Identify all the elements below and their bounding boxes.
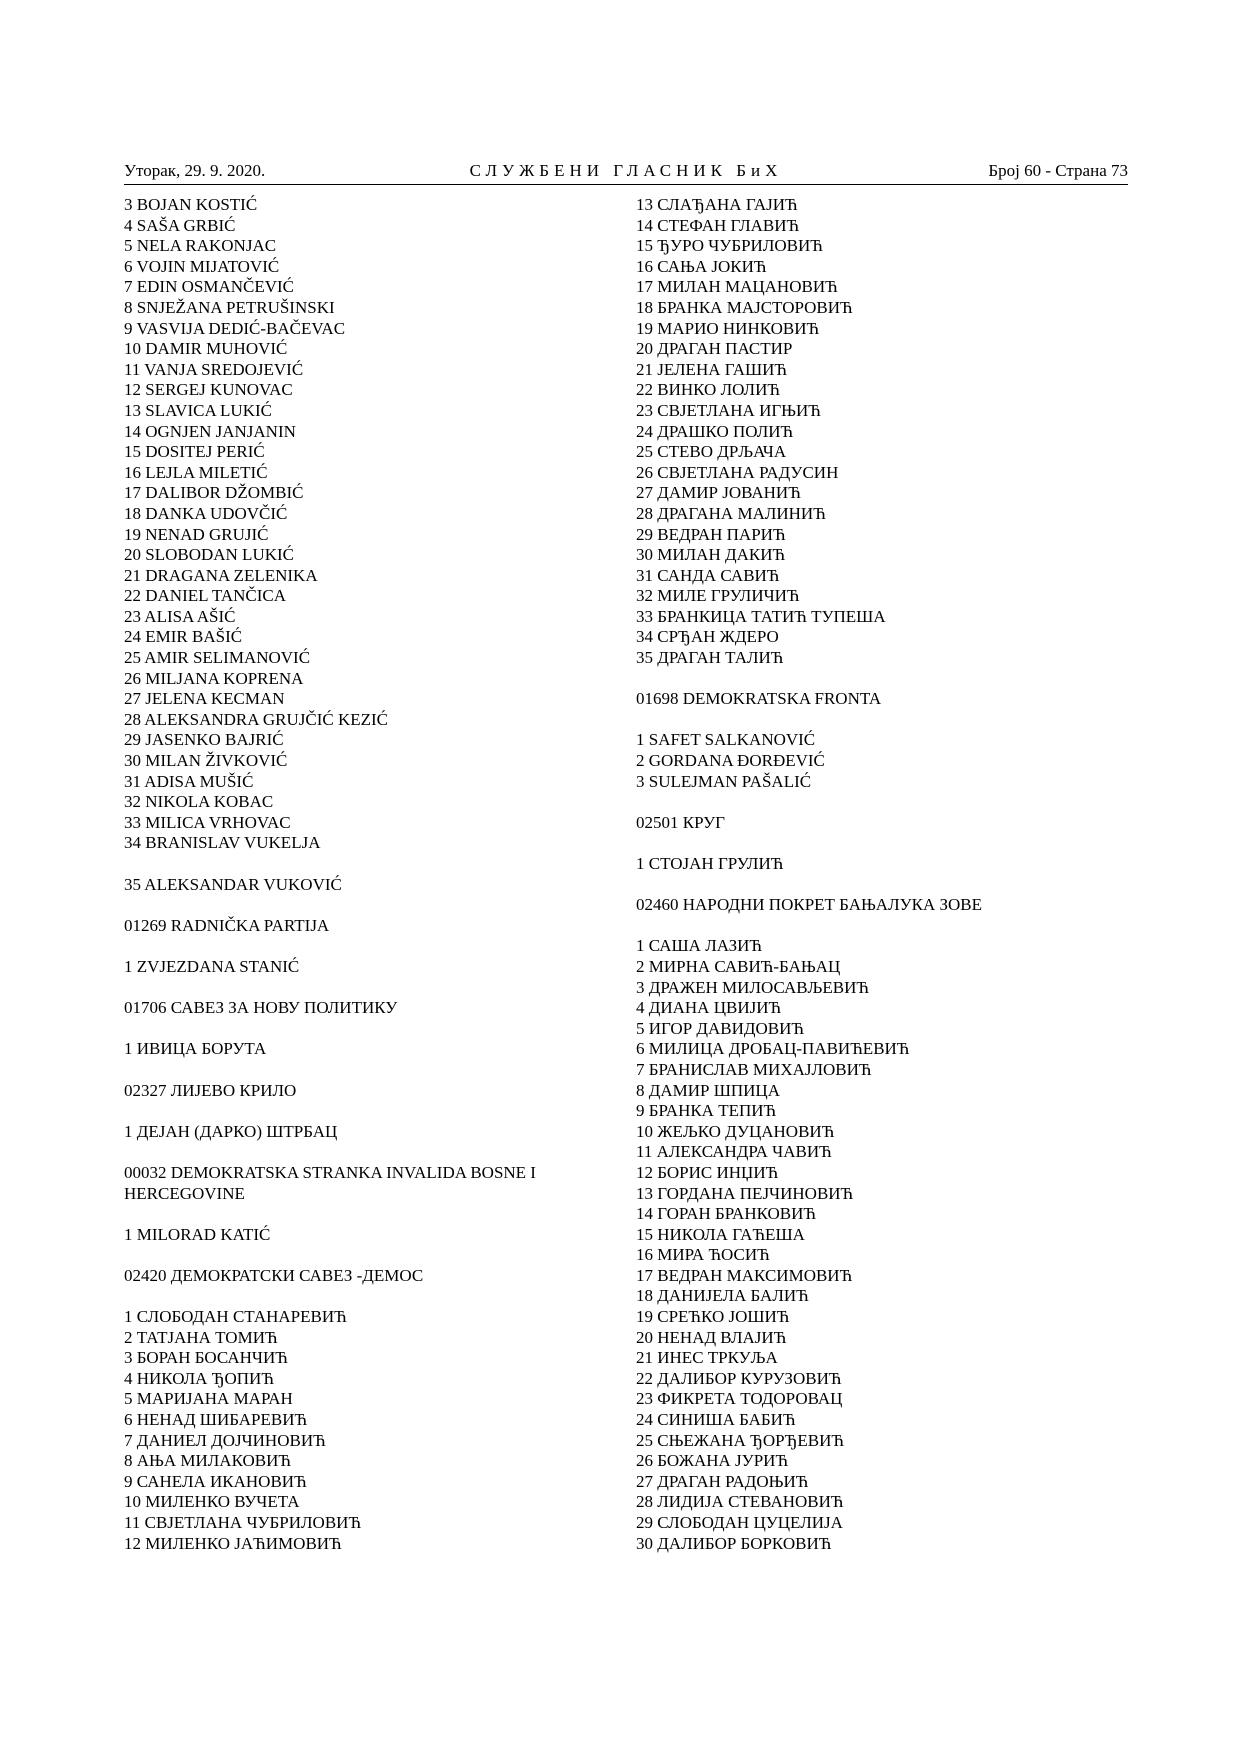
list-item: 9 БРАНКА ТЕПИЋ xyxy=(636,1101,777,1121)
blank-line xyxy=(124,1101,594,1122)
list-item: 6 МИЛИЦА ДРОБАЦ-ПАВИЋЕВИЋ xyxy=(636,1039,910,1059)
list-item: 33 БРАНКИЦА ТАТИЋ ТУПЕША xyxy=(636,606,886,626)
list-item: 29 ВЕДРАН ПАРИЋ xyxy=(636,524,786,544)
list-item: 3 BOJAN KOSTIĆ xyxy=(124,195,258,214)
list-item: 5 МАРИЈАНА МАРАН xyxy=(124,1389,293,1409)
list-item: 1 MILORAD KATIĆ xyxy=(124,1224,271,1244)
list-item: 01706 САВЕЗ ЗА НОВУ ПОЛИТИКУ xyxy=(124,998,398,1018)
list-item: 26 СВЈЕТЛАНА РАДУСИН xyxy=(636,462,839,482)
list-item: 4 SAŠA GRBIĆ xyxy=(124,215,236,235)
list-item: 11 VANJA SREDOJEVIĆ xyxy=(124,359,304,379)
list-item: 27 ДАМИР ЈОВАНИЋ xyxy=(636,483,801,503)
list-item: 29 СЛОБОДАН ЦУЦЕЛИЈА xyxy=(636,1513,843,1532)
blank-line xyxy=(636,875,1106,896)
list-item: 34 СРЂАН ЖДЕРО xyxy=(636,627,779,647)
list-item: 25 СТЕВО ДРЉАЧА xyxy=(636,442,787,462)
list-item: 28 ЛИДИЈА СТЕВАНОВИЋ xyxy=(636,1492,844,1512)
blank-line xyxy=(124,1204,594,1225)
blank-line xyxy=(636,792,1106,813)
list-item: 22 ДАЛИБОР КУРУЗОВИЋ xyxy=(636,1368,842,1388)
list-item: 00032 DEMOKRATSKA STRANKA INVALIDA BOSNE I xyxy=(124,1162,536,1182)
blank-line xyxy=(124,1245,594,1266)
list-item: 10 DAMIR MUHOVIĆ xyxy=(124,339,288,359)
list-item: 01698 DEMOKRATSKA FRONTA xyxy=(636,689,882,709)
list-item: 24 EMIR BAŠIĆ xyxy=(124,627,243,647)
list-item: 8 ДАМИР ШПИЦА xyxy=(636,1080,780,1100)
list-item: 2 GORDANA ĐORĐEVIĆ xyxy=(636,751,825,771)
list-item: 13 ГОРДАНА ПЕЈЧИНОВИЋ xyxy=(636,1183,854,1203)
list-item: 31 ADISA MUŠIĆ xyxy=(124,771,254,791)
list-item: 34 BRANISLAV VUKELJA xyxy=(124,833,321,853)
list-item: 7 БРАНИСЛАВ МИХАЈЛОВИЋ xyxy=(636,1059,872,1079)
list-item: 31 САНДА САВИЋ xyxy=(636,565,780,585)
list-item: 22 ВИНКО ЛОЛИЋ xyxy=(636,380,780,400)
list-item: 1 ДЕЈАН (ДАРКО) ШТРБАЦ xyxy=(124,1121,338,1141)
list-item: 35 ALEKSANDAR VUKOVIĆ xyxy=(124,874,342,894)
list-item: 14 OGNJEN JANJANIN xyxy=(124,421,296,441)
list-item: 8 SNJEŽANA PETRUŠINSKI xyxy=(124,297,335,317)
list-item: 24 СИНИША БАБИЋ xyxy=(636,1410,796,1430)
blank-line xyxy=(636,916,1106,937)
list-item: 23 ФИКРЕТА ТОДОРОВАЦ xyxy=(636,1389,843,1409)
list-item: 12 МИЛЕНКО ЈАЋИМОВИЋ xyxy=(124,1533,342,1553)
list-item: 4 ДИАНА ЦВИЈИЋ xyxy=(636,998,782,1018)
list-item: 28 ДРАГАНА МАЛИНИЋ xyxy=(636,503,826,523)
blank-line xyxy=(124,1142,594,1163)
blank-line xyxy=(124,1286,594,1307)
list-item: 30 ДАЛИБОР БОРКОВИЋ xyxy=(636,1533,832,1553)
list-item: 5 NELA RAKONJAC xyxy=(124,236,277,256)
list-item: 25 AMIR SELIMANOVIĆ xyxy=(124,648,311,668)
list-item: 14 СТЕФАН ГЛАВИЋ xyxy=(636,215,800,235)
list-item: 19 СРЕЋКО ЈОШИЋ xyxy=(636,1307,790,1327)
list-item: 1 САША ЛАЗИЋ xyxy=(636,936,762,956)
list-item: 1 СЛОБОДАН СТАНАРЕВИЋ xyxy=(124,1307,347,1327)
list-item: 10 ЖЕЉКО ДУЦАНОВИЋ xyxy=(636,1121,835,1141)
list-item: 4 НИКОЛА ЂОПИЋ xyxy=(124,1368,274,1388)
list-item: 2 ТАТЈАНА ТОМИЋ xyxy=(124,1327,278,1347)
right-column xyxy=(636,195,1106,1554)
list-item: 9 VASVIJA DEDIĆ-BAČEVAC xyxy=(124,318,346,338)
list-item: 22 DANIEL TANČICA xyxy=(124,586,287,606)
list-item: 27 JELENA KECMAN xyxy=(124,689,285,709)
list-item: 19 NENAD GRUJIĆ xyxy=(124,524,269,544)
list-item: 25 СЊЕЖАНА ЂОРЂЕВИЋ xyxy=(636,1430,845,1450)
header-page-number: Број 60 - Страна 73 xyxy=(988,161,1128,180)
list-item: 23 СВЈЕТЛАНА ИГЊИЋ xyxy=(636,400,821,420)
list-item: 6 VOJIN MIJATOVIĆ xyxy=(124,256,280,276)
list-item: 28 ALEKSANDRA GRUJČIĆ KEZIĆ xyxy=(124,709,388,729)
list-item: 2 МИРНА САВИЋ-БАЊАЦ xyxy=(636,956,841,976)
blank-line xyxy=(124,978,594,999)
header-title: СЛУЖБЕНИ ГЛАСНИК БиХ xyxy=(469,161,783,180)
list-item: 24 ДРАШКО ПОЛИЋ xyxy=(636,421,794,441)
list-item: 17 МИЛАН МАЦАНОВИЋ xyxy=(636,277,838,297)
list-item: 16 МИРА ЋОСИЋ xyxy=(636,1245,770,1265)
list-item: 7 ДАНИЕЛ ДОЈЧИНОВИЋ xyxy=(124,1430,326,1450)
list-item: 02327 ЛИЈЕВО КРИЛО xyxy=(124,1080,297,1100)
list-item: 02420 ДЕМОКРАТСКИ САВЕЗ -ДЕМОС xyxy=(124,1265,424,1285)
list-item: 20 НЕНАД ВЛАЈИЋ xyxy=(636,1327,787,1347)
list-item: 1 ZVJEZDANA STANIĆ xyxy=(124,956,300,976)
list-item: 17 ВЕДРАН МАКСИМОВИЋ xyxy=(636,1265,853,1285)
list-item: 7 EDIN OSMANČEVIĆ xyxy=(124,277,294,297)
list-item: 20 SLOBODAN LUKIĆ xyxy=(124,545,294,565)
list-item: 3 SULEJMAN PAŠALIĆ xyxy=(636,771,812,791)
list-item: 8 АЊА МИЛАКОВИЋ xyxy=(124,1451,291,1471)
list-item: 02501 КРУГ xyxy=(636,812,725,832)
list-item: 1 СТОЈАН ГРУЛИЋ xyxy=(636,854,784,873)
list-item: 13 SLAVICA LUKIĆ xyxy=(124,400,272,420)
list-item: 9 САНЕЛА ИКАНОВИЋ xyxy=(124,1471,307,1491)
list-item: 1 ИВИЦА БОРУТА xyxy=(124,1039,267,1059)
list-item: 5 ИГОР ДАВИДОВИЋ xyxy=(636,1018,804,1038)
list-item: 13 СЛАЂАНА ГАЈИЋ xyxy=(636,195,798,214)
list-item: 18 БРАНКА МАЈСТОРОВИЋ xyxy=(636,297,853,317)
list-item: 32 МИЛЕ ГРУЛИЧИЋ xyxy=(636,586,800,606)
list-item: 14 ГОРАН БРАНКОВИЋ xyxy=(636,1204,817,1224)
blank-line xyxy=(636,710,1106,731)
list-item: 17 DALIBOR DŽOMBIĆ xyxy=(124,483,304,503)
list-item: 11 АЛЕКСАНДРА ЧАВИЋ xyxy=(636,1142,832,1162)
list-item: 15 НИКОЛА ГАЋЕША xyxy=(636,1224,805,1244)
list-item: 15 ЂУРО ЧУБРИЛОВИЋ xyxy=(636,236,823,256)
list-item: 29 JASENKO BAJRIĆ xyxy=(124,730,284,750)
list-item: 33 MILICA VRHOVAC xyxy=(124,812,291,832)
list-item: 32 NIKOLA KOBAC xyxy=(124,792,274,812)
list-item: 30 MILAN ŽIVKOVIĆ xyxy=(124,751,288,771)
blank-line xyxy=(124,936,594,957)
list-item: 02460 НАРОДНИ ПОКРЕТ БАЊАЛУКА ЗОВЕ xyxy=(636,895,983,915)
list-item: 16 САЊА ЈОКИЋ xyxy=(636,256,767,276)
list-item: 21 ЈЕЛЕНА ГАШИЋ xyxy=(636,359,788,379)
blank-line xyxy=(636,833,1106,854)
list-item: 6 НЕНАД ШИБАРЕВИЋ xyxy=(124,1410,308,1430)
list-item: 19 МАРИО НИНКОВИЋ xyxy=(636,318,820,338)
blank-line xyxy=(124,1060,594,1081)
list-item: 26 БОЖАНА ЈУРИЋ xyxy=(636,1451,789,1471)
list-item: 26 MILJANA KOPRENA xyxy=(124,668,304,688)
list-item: 16 LEJLA MILETIĆ xyxy=(124,462,268,482)
list-item: 10 МИЛЕНКО ВУЧЕТА xyxy=(124,1492,300,1512)
list-item: 20 ДРАГАН ПАСТИР xyxy=(636,339,793,359)
list-item: 15 DOSITEJ PERIĆ xyxy=(124,442,265,462)
blank-line xyxy=(636,669,1106,690)
list-item: 3 БОРАН БОСАНЧИЋ xyxy=(124,1348,288,1368)
list-item: 11 СВЈЕТЛАНА ЧУБРИЛОВИЋ xyxy=(124,1513,362,1532)
list-item: 12 SERGEJ KUNOVAC xyxy=(124,380,293,400)
blank-line xyxy=(124,854,594,875)
left-column xyxy=(124,195,594,1554)
list-item: 30 МИЛАН ДАКИЋ xyxy=(636,545,786,565)
blank-line xyxy=(124,1019,594,1040)
list-item: 1 SAFET SALKANOVIĆ xyxy=(636,730,816,750)
list-item: 35 ДРАГАН ТАЛИЋ xyxy=(636,648,784,668)
list-item: 21 DRAGANA ZELENIKA xyxy=(124,565,318,585)
list-item: 3 ДРАЖЕН МИЛОСАВЉЕВИЋ xyxy=(636,977,869,997)
list-item: 01269 RADNIČKA PARTIJA xyxy=(124,915,330,935)
page-header xyxy=(124,160,1128,185)
list-item: 12 БОРИС ИНЏИЋ xyxy=(636,1162,779,1182)
blank-line xyxy=(124,895,594,916)
list-item: HERCEGOVINE xyxy=(124,1183,245,1203)
list-item: 21 ИНЕС ТРКУЉА xyxy=(636,1348,778,1368)
list-item: 18 DANKA UDOVČIĆ xyxy=(124,503,288,523)
list-item: 23 ALISA AŠIĆ xyxy=(124,606,236,626)
header-date: Уторак, 29. 9. 2020. xyxy=(124,161,266,180)
list-item: 18 ДАНИЈЕЛА БАЛИЋ xyxy=(636,1286,809,1306)
list-item: 27 ДРАГАН РАДОЊИЋ xyxy=(636,1471,809,1491)
